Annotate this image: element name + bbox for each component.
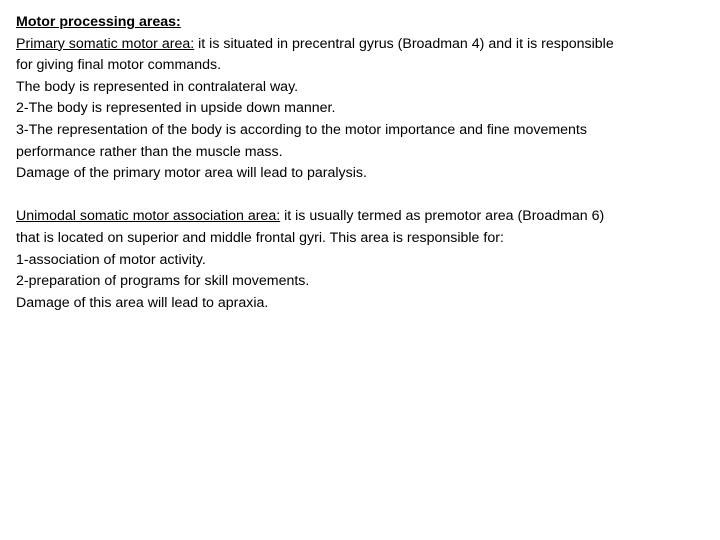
unimodal-text-line: Damage of this area will lead to apraxia. xyxy=(16,294,269,311)
heading-line xyxy=(16,12,716,34)
paragraph-spacer xyxy=(16,185,716,207)
unimodal-first-line xyxy=(16,206,716,228)
primary-text-line: 3-The representation of the body is according to the motor importance and fine movements xyxy=(16,121,587,138)
primary-text-line: The body is represented in contralateral way. xyxy=(16,78,299,95)
primary-text-line: performance rather than the muscle mass. xyxy=(16,143,283,160)
primary-motor-area-text: it is situated in precentral gyrus (Broadman 4) and it is responsible xyxy=(194,35,614,52)
primary-text-line: Damage of the primary motor area will lead to paralysis. xyxy=(16,165,367,182)
unimodal-association-area-label: Unimodal somatic motor association area: xyxy=(16,208,281,225)
unimodal-text-line: that is located on superior and middle frontal gyri. This area is responsible for: xyxy=(16,229,504,246)
unimodal-text-line: 1-association of motor activity. xyxy=(16,251,206,268)
section-heading: Motor processing areas: xyxy=(16,14,181,30)
slide-content xyxy=(16,12,716,314)
primary-text-line: for giving final motor commands. xyxy=(16,57,222,74)
primary-text-line: 2-The body is represented in upside down manner. xyxy=(16,100,336,117)
unimodal-text-line: 2-preparation of programs for skill movements. xyxy=(16,273,310,290)
primary-first-line xyxy=(16,34,716,56)
primary-motor-area-label: Primary somatic motor area: xyxy=(16,35,195,52)
unimodal-association-area-text: it is usually termed as premotor area (Broadman 6) xyxy=(280,208,605,225)
